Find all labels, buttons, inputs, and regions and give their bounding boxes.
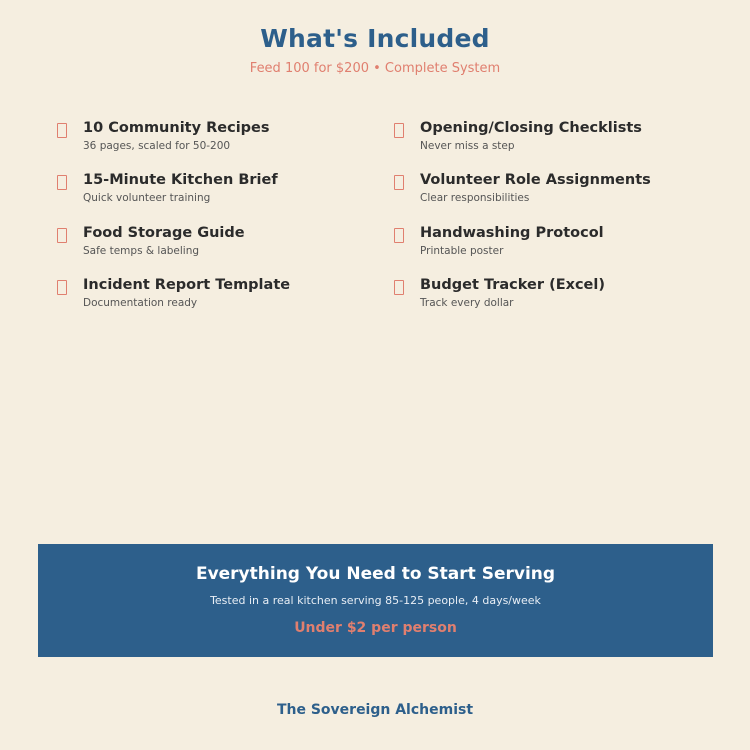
item-subtitle: 36 pages, scaled for 50-200 <box>83 140 231 152</box>
item-title: 10 Community Recipes <box>83 120 270 136</box>
page-subtitle: Feed 100 for $200 • Complete System <box>249 61 501 76</box>
item-subtitle: Documentation ready <box>83 297 198 309</box>
document-icon <box>57 123 67 138</box>
item-title: Budget Tracker (Excel) <box>420 277 605 293</box>
item-subtitle: Clear responsibilities <box>420 192 530 204</box>
banner-title: Everything You Need to Start Serving <box>195 564 556 584</box>
item-subtitle: Never miss a step <box>420 140 515 152</box>
document-icon <box>57 228 67 243</box>
item-title: 15-Minute Kitchen Brief <box>83 172 278 188</box>
item-title: Food Storage Guide <box>83 225 245 241</box>
item-title: Volunteer Role Assignments <box>420 172 651 188</box>
document-icon <box>57 175 67 190</box>
document-icon <box>57 280 67 295</box>
page-title: What's Included <box>260 24 490 53</box>
banner-price: Under $2 per person <box>294 620 457 636</box>
footer-brand: The Sovereign Alchemist <box>276 702 474 718</box>
document-icon <box>394 228 404 243</box>
item-subtitle: Printable poster <box>420 245 504 257</box>
document-icon <box>394 175 404 190</box>
item-title: Opening/Closing Checklists <box>420 120 642 136</box>
document-icon <box>394 280 404 295</box>
item-title: Incident Report Template <box>83 277 291 293</box>
item-subtitle: Safe temps & labeling <box>83 245 200 257</box>
item-subtitle: Quick volunteer training <box>83 192 211 204</box>
item-subtitle: Track every dollar <box>420 297 514 309</box>
item-title: Handwashing Protocol <box>420 225 604 241</box>
banner-subtitle: Tested in a real kitchen serving 85-125 people, 4 days/week <box>210 594 541 607</box>
checklist-icon <box>394 123 404 138</box>
cta-banner <box>38 544 713 657</box>
